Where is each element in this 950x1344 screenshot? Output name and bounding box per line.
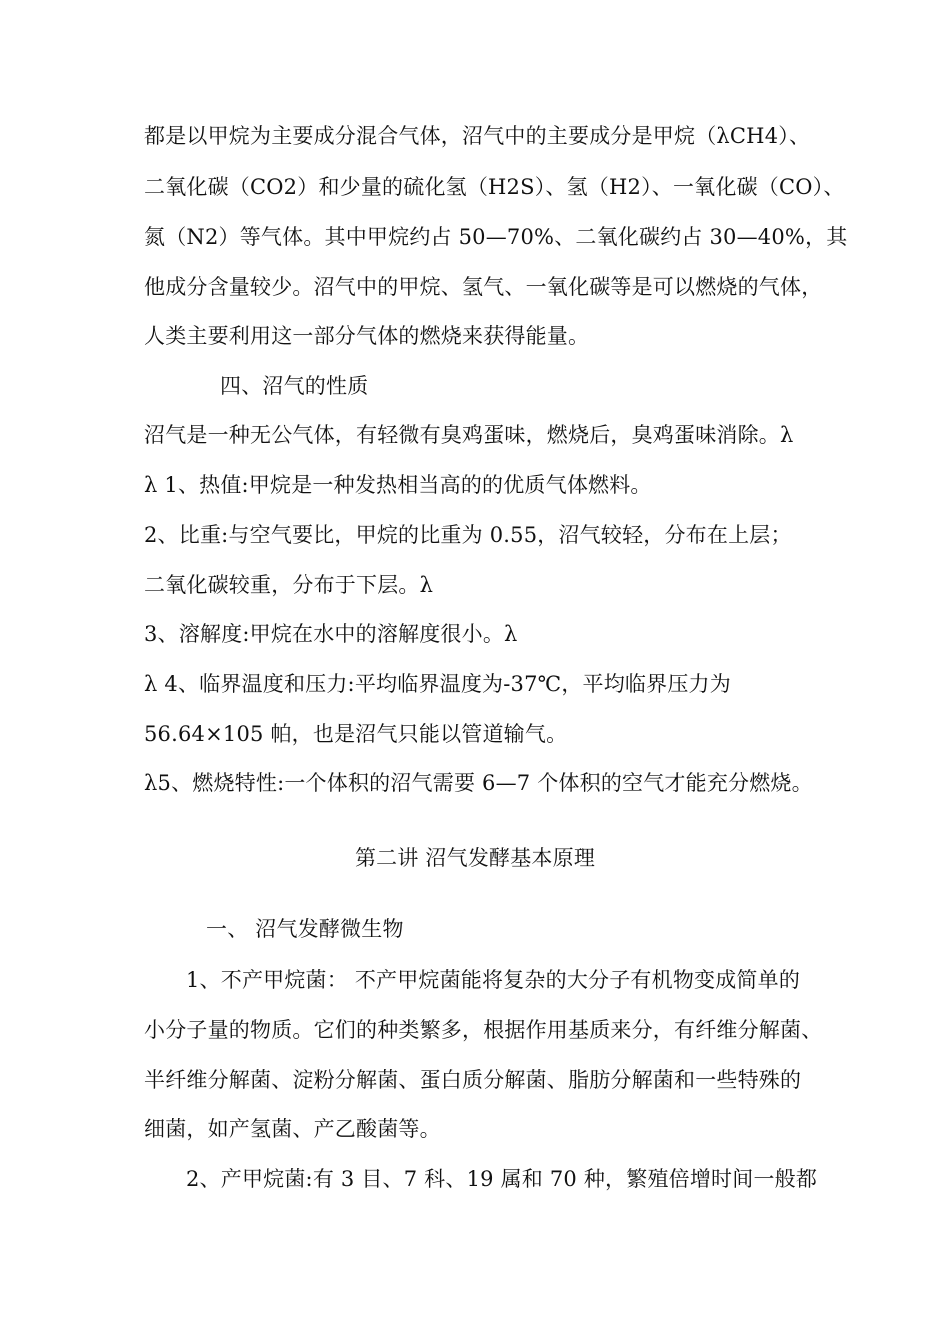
lecture-title: 第二讲 沼气发酵基本原理 (354, 846, 596, 870)
section-heading: 四、沼气的性质 (220, 374, 369, 398)
paragraph-line: 他成分含量较少。沼气中的甲烷、氢气、一氧化碳等是可以燃烧的气体， (144, 275, 823, 299)
list-item: 2、产甲烷菌:有 3 目、7 科、19 属和 70 种，繁殖倍增时间一般都 (186, 1167, 818, 1191)
section-heading: 一、 沼气发酵微生物 (206, 917, 404, 941)
paragraph-line: 半纤维分解菌、淀粉分解菌、蛋白质分解菌、脂肪分解菌和一些特殊的 (144, 1068, 802, 1092)
list-item: λ5、燃烧特性:一个体积的沼气需要 6—7 个体积的空气才能充分燃烧。 (144, 771, 813, 795)
paragraph-line: 细菌，如产氢菌、产乙酸菌等。 (144, 1117, 441, 1141)
paragraph-line: 人类主要利用这一部分气体的燃烧来获得能量。 (144, 324, 590, 348)
paragraph-line: 都是以甲烷为主要成分混合气体，沼气中的主要成分是甲烷（λCH4）、 (144, 124, 811, 148)
paragraph-line: 小分子量的物质。它们的种类繁多，根据作用基质来分，有纤维分解菌、 (144, 1018, 823, 1042)
list-item: 3、溶解度:甲烷在水中的溶解度很小。λ (144, 622, 518, 646)
paragraph-line: 56.64×105 帕，也是沼气只能以管道输气。 (144, 722, 568, 746)
paragraph-line: 氮（N2）等气体。其中甲烷约占 50—70%、二氧化碳约占 30—40%，其 (144, 225, 848, 249)
list-item: 1、不产甲烷菌： 不产甲烷菌能将复杂的大分子有机物变成简单的 (186, 968, 801, 992)
list-item: λ 4、临界温度和压力:平均临界温度为-37℃，平均临界压力为 (144, 672, 731, 696)
list-item: λ 1、热值:甲烷是一种发热相当高的的优质气体燃料。 (144, 473, 652, 497)
paragraph-line: 二氧化碳较重，分布于下层。λ (144, 573, 434, 597)
paragraph-line: 沼气是一种无公气体，有轻微有臭鸡蛋味，燃烧后，臭鸡蛋味消除。λ (144, 423, 794, 447)
paragraph-line: 二氧化碳（CO2）和少量的硫化氢（H2S）、氢（H2）、一氧化碳（CO）、 (144, 175, 845, 199)
list-item: 2、比重:与空气要比，甲烷的比重为 0.55，沼气较轻，分布在上层； (144, 523, 792, 547)
